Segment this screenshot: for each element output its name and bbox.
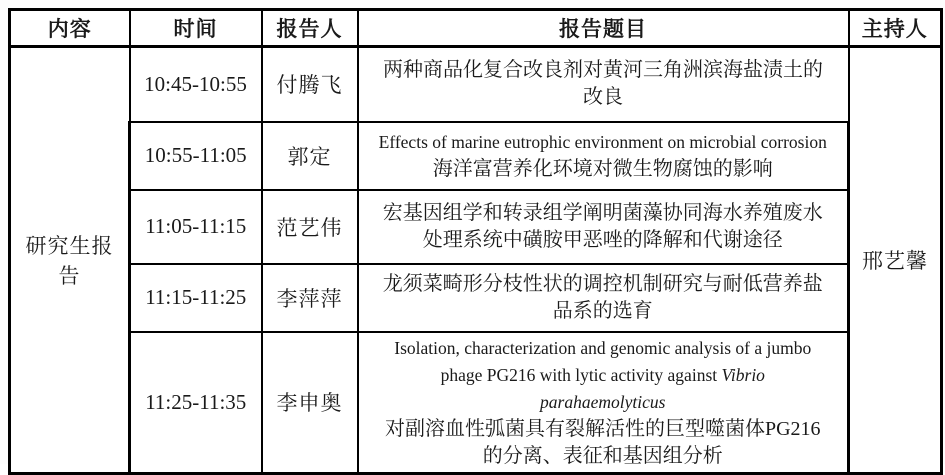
presenter-cell: 李萍萍 [262, 264, 358, 332]
session-cell: 研究生报告 [10, 47, 130, 474]
title-cell [358, 190, 849, 264]
time-cell: 10:55-11:05 [130, 122, 262, 190]
title-line: 处理系统中磺胺甲恶唑的降解和代谢途径 [422, 228, 783, 251]
table-row [10, 332, 942, 474]
presenter-cell: 李申奥 [262, 332, 358, 474]
table-row [10, 190, 942, 264]
title-line: 海洋富营养化环境对微生物腐蚀的影响 [432, 157, 773, 180]
title-line: 改良 [583, 86, 623, 109]
title-line: 品系的选育 [552, 299, 653, 322]
header-title: 报告题目 [358, 10, 849, 47]
time-cell: 11:05-11:15 [130, 190, 262, 264]
presenter-cell: 郭定 [262, 122, 358, 190]
header-content: 内容 [10, 10, 130, 47]
table-header [10, 10, 942, 47]
title-cell [358, 122, 849, 190]
title-line: 宏基因组学和转录组学阐明菌藻协同海水养殖废水 [382, 201, 823, 224]
header-row [10, 10, 942, 47]
table-row [10, 264, 942, 332]
title-line: 对副溶血性弧菌具有裂解活性的巨型噬菌体PG216 [384, 417, 821, 440]
title-line: Isolation, characterization and genomic analysis of a jumbo [394, 337, 812, 358]
title-line: 的分离、表征和基因组分析 [482, 444, 723, 467]
host-cell: 邢艺馨 [849, 47, 942, 474]
title-line: phage PG216 with lytic activity against Vibrio [440, 364, 765, 385]
presenter-cell: 范艺伟 [262, 190, 358, 264]
table-row [10, 122, 942, 190]
title-line: 两种商品化复合改良剂对黄河三角洲滨海盐渍土的 [383, 59, 823, 82]
time-cell: 10:45-10:55 [130, 47, 262, 122]
title-line: Effects of marine eutrophic environment on microbial corrosion [378, 131, 827, 152]
schedule-table [8, 8, 943, 475]
header-time: 时间 [130, 10, 262, 47]
time-cell: 11:25-11:35 [130, 332, 262, 474]
title-cell [358, 47, 849, 122]
title-cell [358, 264, 849, 332]
table-body [10, 47, 942, 474]
presenter-cell: 付腾飞 [262, 47, 358, 122]
title-line: parahaemolyticus [540, 391, 666, 412]
time-cell: 11:15-11:25 [130, 264, 262, 332]
header-presenter: 报告人 [262, 10, 358, 47]
header-host: 主持人 [849, 10, 942, 47]
table-row [10, 47, 942, 122]
title-line: 龙须菜畸形分枝性状的调控机制研究与耐低营养盐 [382, 272, 823, 295]
title-cell [358, 332, 849, 474]
